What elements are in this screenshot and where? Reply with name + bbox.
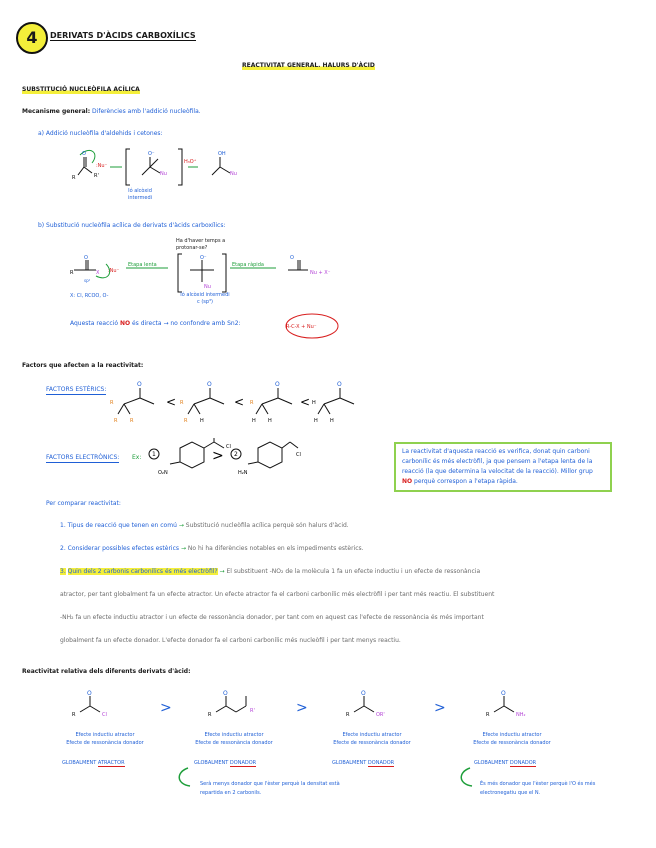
svg-text:Nu: Nu xyxy=(230,171,237,177)
svg-text:R: R xyxy=(346,712,350,718)
ester-inductive: Efecte inductiu atractor xyxy=(342,732,402,738)
svg-text:<: < xyxy=(166,395,177,409)
box-text-no: NO xyxy=(402,478,413,485)
x-groups-note: X: Cl, RCOO, O- xyxy=(70,293,109,299)
step1-number: 1. xyxy=(60,522,66,529)
svg-text:O: O xyxy=(137,381,142,388)
step3-line-3: -NH₂ fa un efecte inductiu atractor i un efecte de ressonància donador, per tant com en aquest cas l'efecte de ressonància és més important xyxy=(60,614,484,621)
svg-text:R: R xyxy=(114,418,118,424)
box-text-a: La reactivitat d'aquesta reacció es verifica, donat quin carboni carbonílic és més electròfil, ja que pensem a l'etapa lenta de la reacció (la que determina la velocitat de la reacció). Millor grup xyxy=(402,448,593,475)
amide-inductive: Efecte inductiu atractor xyxy=(482,732,542,738)
svg-text:O: O xyxy=(82,151,86,157)
sn2-note-no: NO xyxy=(119,320,131,327)
protonation-question: Ha d'haver temps a protonar-se? xyxy=(176,238,226,251)
ester-resonance: Efecte de ressonància donador xyxy=(333,740,411,746)
svg-text:Nu + X⁻: Nu + X⁻ xyxy=(310,270,331,276)
svg-text:R: R xyxy=(250,400,254,406)
example-label: Ex: xyxy=(132,454,142,461)
svg-text:O: O xyxy=(87,690,92,697)
substitution-mechanism-diagram xyxy=(70,252,350,297)
step3-line-4: globalment fa un efecte donador. L'efecte donador fa el carboni carbonílic més nucleòfil i per tant menys reactiu. xyxy=(60,637,401,644)
anhydride-resonance: Efecte de ressonància donador xyxy=(195,740,273,746)
step1-question: Tipus de reacció que tenen en comú xyxy=(67,522,177,529)
step2-answer: No hi ha diferències notables en els impediments estèrics. xyxy=(187,545,364,552)
steric-molecules-diagram xyxy=(110,378,370,428)
alkoxide-intermediate-label xyxy=(170,292,240,306)
sn2-note-a: Aquesta reacció xyxy=(70,320,119,327)
step1-answer: Substitució nucleòfila acílica perquè són halurs d'àcid. xyxy=(185,522,349,529)
svg-text:R: R xyxy=(72,175,76,181)
step2-question: Considerar possibles efectes estèrics xyxy=(67,545,180,552)
compare-step-1: 1. Tipus de reacció que tenen en comú → Substitució nucleòfila acílica perquè són halurs d'àcid. xyxy=(60,522,349,529)
svg-text:O: O xyxy=(361,690,366,697)
step2-number: 2. xyxy=(60,545,66,552)
sn2-note-b: és directa → no confondre amb Sn2: xyxy=(131,320,241,327)
svg-text:R': R' xyxy=(94,173,99,179)
svg-text:2: 2 xyxy=(234,451,238,458)
step3-line-1: El substituent -NO₂ de la molècula 1 fa un efecte inductiu i un efecte de ressonància xyxy=(226,568,481,575)
page-title: DERIVATS D'ÀCIDS CARBOXÍLICS xyxy=(50,31,196,40)
svg-text:O: O xyxy=(337,381,342,388)
sp2-label: sp² xyxy=(84,278,91,283)
svg-text:Nu: Nu xyxy=(160,171,167,177)
svg-text:H: H xyxy=(268,418,272,424)
section-title-substitution: SUBSTITUCIÓ NUCLEÒFILA ACÍLICA xyxy=(22,86,140,93)
mechanism-label: Mecanisme general: xyxy=(22,108,91,115)
reactivity-note-box xyxy=(394,442,612,492)
svg-text:H₂N: H₂N xyxy=(238,470,248,476)
svg-text:Cl: Cl xyxy=(296,452,301,458)
cl-inductive: Efecte inductiu atractor xyxy=(75,732,135,738)
svg-text::Nu⁻: :Nu⁻ xyxy=(108,268,120,274)
svg-text:>: > xyxy=(296,700,308,716)
svg-text:1: 1 xyxy=(152,451,156,458)
factors-title: Factors que afecten a la reactivitat: xyxy=(22,362,144,369)
chapter-number: 4 xyxy=(16,22,48,54)
hybrid-label: c (sp³) xyxy=(196,299,214,305)
svg-text:NH₂: NH₂ xyxy=(516,712,526,718)
step3-question: Quin dels 2 carbonis carbonílics és més electròfil? xyxy=(67,568,218,575)
addition-label: a) Addició nucleòfila d'aldehids i cetones: xyxy=(38,130,163,137)
ester-global xyxy=(332,760,394,767)
svg-text:O₂N: O₂N xyxy=(158,470,168,476)
svg-text:H: H xyxy=(200,418,204,424)
cl-resonance: Efecte de ressonància donador xyxy=(66,740,144,746)
slow-step-label: Etapa lenta xyxy=(128,262,157,268)
svg-text:O: O xyxy=(275,381,280,388)
svg-text:R: R xyxy=(72,712,76,718)
svg-text:R: R xyxy=(70,270,74,276)
step3-line-2: atractor, per tant globalment fa un efecte atractor. Un efecte atractor fa el carboni carbonílic més electròfil i per tant més reactiu. El substituent xyxy=(60,591,495,598)
mechanism-text: Diferències amb l'addició nucleòfila. xyxy=(92,108,201,115)
svg-text:O: O xyxy=(290,255,294,261)
svg-text:>: > xyxy=(160,700,172,716)
compare-step-2: 2. Considerar possibles efectes estèrics → No hi ha diferències notables en els impediments estèrics. xyxy=(60,545,364,552)
anhydride-note: Serà menys donador que l'èster perquè la densitat està repartida en 2 carbonils. xyxy=(200,781,340,796)
fast-step-label: Etapa ràpida xyxy=(232,262,264,268)
mechanism-line xyxy=(22,108,201,116)
svg-text::Nu⁻: :Nu⁻ xyxy=(96,163,108,169)
compare-step-3: 3. Quin dels 2 carbonis carbonílics és més electròfil? → El substituent -NO₂ de la molècula 1 fa un efecte inductiu i un efecte de ressonància xyxy=(60,568,481,575)
svg-text:<: < xyxy=(300,395,311,409)
svg-text:R': R' xyxy=(250,708,255,714)
svg-text:X: X xyxy=(96,270,100,276)
svg-text:H: H xyxy=(252,418,256,424)
electronic-factors-label: FACTORS ELECTRÒNICS: xyxy=(46,454,120,461)
anhydride-global-value: DONADOR xyxy=(229,760,257,766)
svg-text:H: H xyxy=(312,400,316,406)
electronic-example-diagram xyxy=(144,438,304,482)
anhydride-global-label: GLOBALMENT xyxy=(194,760,229,766)
svg-text:R: R xyxy=(130,418,134,424)
anhydride-inductive: Efecte inductiu atractor xyxy=(204,732,264,738)
svg-text:OR': OR' xyxy=(376,712,385,718)
svg-text:O: O xyxy=(207,381,212,388)
sn2-sketch xyxy=(282,306,352,342)
svg-text:R: R xyxy=(180,400,184,406)
svg-text:Cl: Cl xyxy=(226,444,231,450)
steric-factors-label: FACTORS ESTÈRICS: xyxy=(46,386,107,393)
anhydride-note-bracket xyxy=(174,766,194,790)
ester-global-label: GLOBALMENT xyxy=(332,760,367,766)
cl-global-value: ATRACTOR xyxy=(97,760,125,766)
page-subtitle: REACTIVITAT GENERAL. HALURS D'ÀCID xyxy=(242,62,375,69)
box-text-b: perquè correspon a l'etapa ràpida. xyxy=(414,478,518,485)
svg-text:Cl: Cl xyxy=(102,712,107,718)
compare-label: Per comparar reactivitat: xyxy=(46,500,121,507)
addition-mechanism-diagram xyxy=(70,145,260,200)
svg-text:H: H xyxy=(330,418,334,424)
derivatives-molecules-diagram xyxy=(60,690,620,724)
svg-text:R: R xyxy=(208,712,212,718)
svg-text:O: O xyxy=(501,690,506,697)
svg-text:<: < xyxy=(234,395,245,409)
amide-global xyxy=(474,760,536,767)
amide-global-label: GLOBALMENT xyxy=(474,760,509,766)
amide-resonance: Efecte de ressonància donador xyxy=(473,740,551,746)
svg-text:H: H xyxy=(314,418,318,424)
amide-global-value: DONADOR xyxy=(509,760,537,766)
svg-text:OH: OH xyxy=(218,151,226,157)
svg-text:>: > xyxy=(434,700,446,716)
svg-text:R: R xyxy=(486,712,490,718)
amide-note: És més donador que l'èster perquè l'O és més electronegatiu que el N. xyxy=(480,781,596,796)
cl-global-label: GLOBALMENT xyxy=(62,760,97,766)
svg-text:O: O xyxy=(84,255,88,261)
anhydride-global xyxy=(194,760,256,767)
svg-text:O⁻: O⁻ xyxy=(148,151,155,157)
svg-text:R-C-X + Nu⁻: R-C-X + Nu⁻ xyxy=(286,324,317,330)
amide-note-bracket xyxy=(456,766,476,790)
alkoxide-label-text: Ió alcòxid intermedi xyxy=(180,292,230,298)
ester-global-value: DONADOR xyxy=(367,760,395,766)
svg-text:O: O xyxy=(223,690,228,697)
svg-text:Nu: Nu xyxy=(204,284,211,290)
svg-text:O⁻: O⁻ xyxy=(200,255,207,261)
sn2-note xyxy=(70,320,241,328)
relative-reactivity-title: Reactivitat relativa dels diferents derivats d'àcid: xyxy=(22,668,191,675)
cl-global xyxy=(62,760,125,767)
svg-text:R: R xyxy=(110,400,114,406)
svg-text:H₃O⁺: H₃O⁺ xyxy=(184,159,197,165)
intermediate-label: Ió alcòxid intermedi xyxy=(127,188,153,201)
substitution-label: b) Substitució nucleòfila acílica de derivats d'àcids carboxílics: xyxy=(38,222,226,229)
svg-text:>: > xyxy=(212,448,224,464)
step3-number: 3. xyxy=(60,568,66,575)
svg-text:R: R xyxy=(184,418,188,424)
